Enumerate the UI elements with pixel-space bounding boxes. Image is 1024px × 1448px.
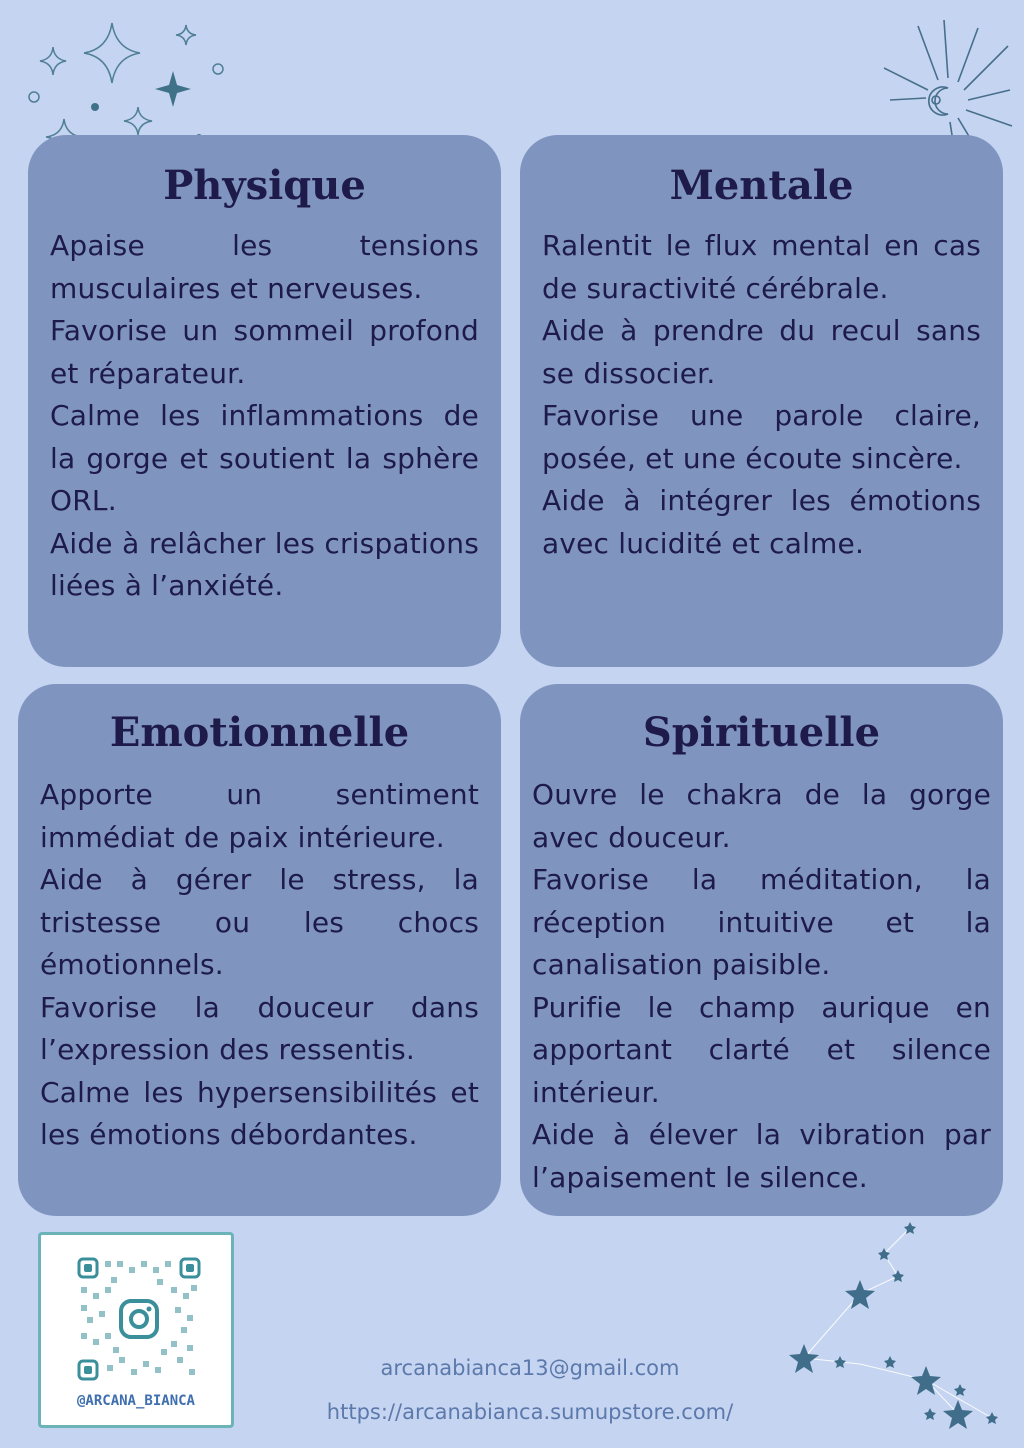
paragraph: Apporte un sentiment immédiat de paix intérieure. (40, 778, 479, 854)
card-title: Spirituelle (642, 709, 881, 756)
paragraph: Aide à prendre du recul sans se dissocier. (542, 314, 981, 390)
instagram-icon (121, 1301, 157, 1337)
paragraph: Calme les inflammations de la gorge et soutient la sphère ORL. (50, 399, 479, 517)
card-spirituelle (520, 684, 1003, 1216)
paragraph: Aide à relâcher les crispations liées à l’anxiété. (50, 526, 479, 602)
instagram-qr-code[interactable] (38, 1232, 234, 1428)
paragraph: Favorise un sommeil profond et réparateur. (50, 314, 479, 390)
paragraph: Aide à intégrer les émotions avec lucidité et calme. (542, 484, 981, 560)
card-title: Emotionnelle (109, 709, 410, 756)
instagram-handle: @ARCANA_BIANCA (76, 1393, 195, 1409)
card-title: Physique (163, 162, 366, 209)
paragraph: Aide à gérer le stress, la tristesse ou les chocs émotionnels. (40, 863, 479, 981)
card-text (50, 225, 479, 608)
paragraph: Favorise la méditation, la réception intuitive et la canalisation paisible. (532, 863, 991, 981)
paragraph: Ouvre le chakra de la gorge avec douceur. (532, 778, 991, 854)
card-physique (28, 135, 501, 667)
card-text (40, 774, 479, 1157)
constellation-icon (780, 1218, 1010, 1440)
paragraph: Purifie le champ aurique en apportant clarté et silence intérieur. (532, 990, 991, 1109)
card-text (542, 225, 981, 565)
qr-code-icon (77, 1257, 201, 1381)
paragraph: Apaise les tensions musculaires et nerveuses. (50, 229, 479, 305)
card-text (532, 774, 991, 1199)
card-title: Mentale (669, 162, 854, 209)
paragraph: Favorise la douceur dans l’expression des ressentis. (40, 990, 479, 1066)
paragraph: Ralentit le flux mental en cas de suractivité cérébrale. (542, 229, 981, 305)
paragraph: Favorise une parole claire, posée, et une écoute sincère. (542, 399, 981, 475)
paragraph: Calme les hypersensibilités et les émotions débordantes. (40, 1075, 479, 1151)
card-mentale (520, 135, 1003, 667)
shop-link[interactable]: https://arcanabianca.sumupstore.com/ (326, 1400, 734, 1424)
card-emotionnelle (18, 684, 501, 1216)
paragraph: Aide à élever la vibration par l’apaisement le silence. (532, 1118, 991, 1194)
email-link[interactable]: arcanabianca13@gmail.com (380, 1356, 680, 1380)
